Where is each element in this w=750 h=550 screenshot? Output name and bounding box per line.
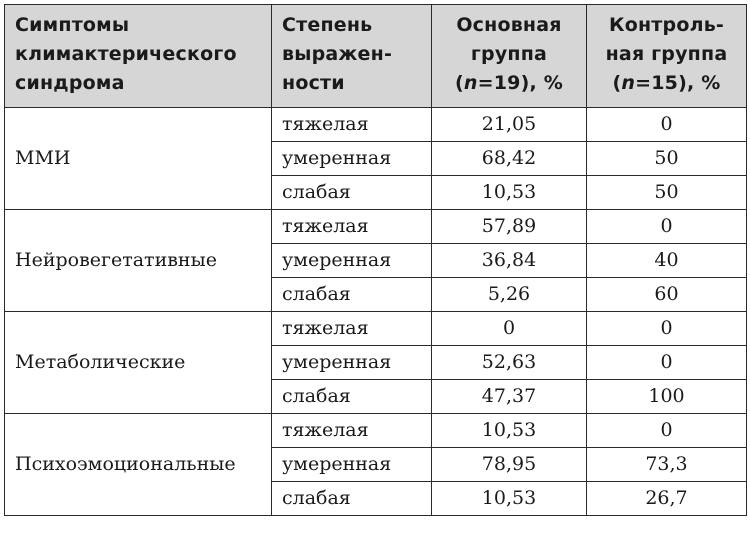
degree-cell: умеренная (272, 346, 432, 380)
degree-cell: умеренная (272, 142, 432, 176)
table-row (5, 414, 747, 448)
main-value-cell: 47,37 (432, 380, 587, 414)
main-value-cell: 78,95 (432, 448, 587, 482)
main-value-cell: 36,84 (432, 244, 587, 278)
degree-cell: тяжелая (272, 108, 432, 142)
main-value-cell: 68,42 (432, 142, 587, 176)
control-value-cell: 73,3 (587, 448, 747, 482)
symptoms-table (4, 4, 747, 516)
main-value-cell: 10,53 (432, 482, 587, 516)
degree-cell: слабая (272, 176, 432, 210)
table-row (5, 210, 747, 244)
symptom-cell: Психоэмоциональные (5, 414, 272, 516)
control-value-cell: 40 (587, 244, 747, 278)
control-value-cell: 0 (587, 108, 747, 142)
degree-cell: умеренная (272, 244, 432, 278)
symptom-cell: Нейровегетативные (5, 210, 272, 312)
degree-cell: слабая (272, 278, 432, 312)
main-value-cell: 0 (432, 312, 587, 346)
control-value-cell: 0 (587, 346, 747, 380)
degree-cell: слабая (272, 380, 432, 414)
control-value-cell: 50 (587, 176, 747, 210)
degree-cell: тяжелая (272, 210, 432, 244)
main-value-cell: 52,63 (432, 346, 587, 380)
table-row (5, 108, 747, 142)
main-value-cell: 10,53 (432, 414, 587, 448)
degree-cell: слабая (272, 482, 432, 516)
header-row (5, 5, 747, 108)
header-symptoms: Симптомы климактерического синдрома (5, 5, 272, 108)
symptom-cell: Метаболические (5, 312, 272, 414)
control-value-cell: 100 (587, 380, 747, 414)
symptom-cell: ММИ (5, 108, 272, 210)
main-value-cell: 57,89 (432, 210, 587, 244)
control-value-cell: 60 (587, 278, 747, 312)
degree-cell: тяжелая (272, 312, 432, 346)
degree-cell: тяжелая (272, 414, 432, 448)
table-row (5, 312, 747, 346)
header-main-group: Основная группа (n=19), % (432, 5, 587, 108)
main-value-cell: 5,26 (432, 278, 587, 312)
control-value-cell: 0 (587, 210, 747, 244)
control-value-cell: 0 (587, 312, 747, 346)
control-value-cell: 50 (587, 142, 747, 176)
table-container (4, 4, 747, 516)
main-value-cell: 10,53 (432, 176, 587, 210)
control-value-cell: 26,7 (587, 482, 747, 516)
header-control-group: Контроль- ная группа (n=15), % (587, 5, 747, 108)
header-degree: Степень выражен- ности (272, 5, 432, 108)
control-value-cell: 0 (587, 414, 747, 448)
main-value-cell: 21,05 (432, 108, 587, 142)
degree-cell: умеренная (272, 448, 432, 482)
